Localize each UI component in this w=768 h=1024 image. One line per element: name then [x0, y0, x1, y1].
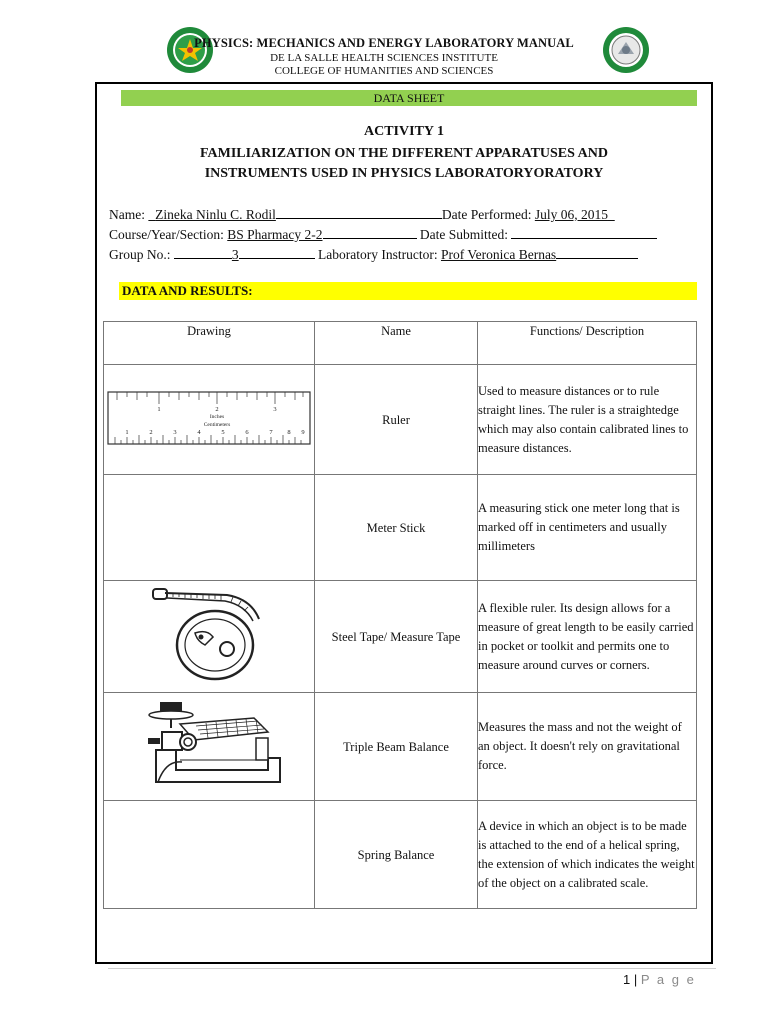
activity-title-line2: INSTRUMENTS USED IN PHYSICS LABORATORYORATORY: [204, 166, 604, 181]
instructor-label: Laboratory Instructor:: [318, 247, 438, 262]
apparatus-name: Meter Stick: [315, 475, 478, 581]
group-value: 3: [231, 247, 239, 262]
apparatus-name: Steel Tape/ Measure Tape: [315, 581, 478, 693]
table-row: [104, 693, 697, 801]
page-number: 1 | P a g e: [623, 972, 696, 987]
date-performed-value: July 06, 2015: [534, 207, 608, 222]
table-header-row: [104, 322, 697, 365]
svg-text:3: 3: [173, 428, 177, 436]
svg-text:Inches: Inches: [209, 413, 225, 420]
group-row: [109, 246, 638, 263]
svg-text:3: 3: [273, 405, 277, 413]
footer-divider: [108, 968, 716, 969]
page-header: [0, 26, 768, 84]
measuring-tape-icon: [149, 585, 269, 685]
results-banner: DATA AND RESULTS:: [119, 282, 697, 300]
apparatus-description: A flexible ruler. Its design allows for a measure of great length to be easily carried in pocket or toolkit and permits one to measure around curves or corners.: [478, 581, 697, 693]
svg-text:1: 1: [157, 405, 161, 413]
apparatus-name: Ruler: [315, 365, 478, 475]
course-row: [109, 226, 657, 243]
college-name: COLLEGE OF HUMANITIES AND SCIENCES: [274, 65, 494, 77]
apparatus-description: A device in which an object is to be made is attached to the end of a helical spring, the extension of which indicates the weight of the object on a calibrated scale.: [478, 801, 697, 909]
svg-text:5: 5: [221, 428, 225, 436]
group-label: Group No.:: [109, 247, 171, 262]
name-fill-line: [276, 206, 442, 219]
name-row: [109, 206, 615, 223]
course-fill-line: [323, 226, 417, 239]
apparatus-table: [103, 321, 697, 909]
apparatus-name: Triple Beam Balance: [315, 693, 478, 801]
table-row: [104, 475, 697, 581]
ruler-icon: [107, 391, 311, 445]
table-row: [104, 365, 697, 475]
svg-text:8: 8: [287, 428, 291, 436]
course-label: Course/Year/Section:: [109, 227, 224, 242]
date-submitted-label: Date Submitted:: [419, 227, 508, 242]
date-submitted-field: [511, 226, 657, 239]
svg-text:2: 2: [149, 428, 153, 436]
svg-text:7: 7: [269, 428, 273, 436]
drawing-cell: [104, 475, 315, 581]
data-sheet: [95, 82, 713, 964]
date-performed-label: Date Performed:: [441, 207, 532, 222]
course-value: BS Pharmacy 2-2: [227, 227, 323, 242]
college-seal-icon: [602, 26, 650, 74]
table-row: [104, 581, 697, 693]
institute-name: DE LA SALLE HEALTH SCIENCES INSTITUTE: [270, 52, 498, 64]
drawing-header: Drawing: [104, 322, 315, 365]
drawing-cell: [104, 581, 315, 693]
apparatus-description: Measures the mass and not the weight of an object. It doesn't rely on gravitational force.: [478, 693, 697, 801]
apparatus-description: A measuring stick one meter long that is marked off in centimeters and usually millimeters: [478, 475, 697, 581]
svg-text:2: 2: [215, 405, 219, 413]
table-row: [104, 801, 697, 909]
name-value: Zineka Ninlu C. Rodil: [155, 207, 276, 222]
svg-text:1: 1: [125, 428, 129, 436]
data-sheet-banner: DATA SHEET: [121, 90, 697, 106]
name-label: Name:: [109, 207, 145, 222]
manual-title: PHYSICS: MECHANICS AND ENERGY LABORATORY MANUAL: [194, 36, 574, 50]
triple-beam-balance-icon: [136, 698, 282, 792]
apparatus-name: Spring Balance: [315, 801, 478, 909]
svg-text:9: 9: [301, 428, 305, 436]
drawing-cell: [104, 693, 315, 801]
activity-number: ACTIVITY 1: [364, 124, 444, 139]
drawing-cell: [104, 801, 315, 909]
activity-title-line1: FAMILIARIZATION ON THE DIFFERENT APPARATUSES AND: [199, 146, 608, 161]
drawing-cell: [104, 365, 315, 475]
description-header: Functions/ Description: [478, 322, 697, 365]
name-header: Name: [315, 322, 478, 365]
svg-text:4: 4: [197, 428, 201, 436]
instructor-value: Prof Veronica Bernas: [440, 247, 557, 262]
svg-text:6: 6: [245, 428, 249, 436]
apparatus-description: Used to measure distances or to rule straight lines. The ruler is a straightedge which may also contain calibrated lines to measure distances.: [478, 365, 697, 475]
svg-text:Centimeters: Centimeters: [203, 421, 231, 428]
